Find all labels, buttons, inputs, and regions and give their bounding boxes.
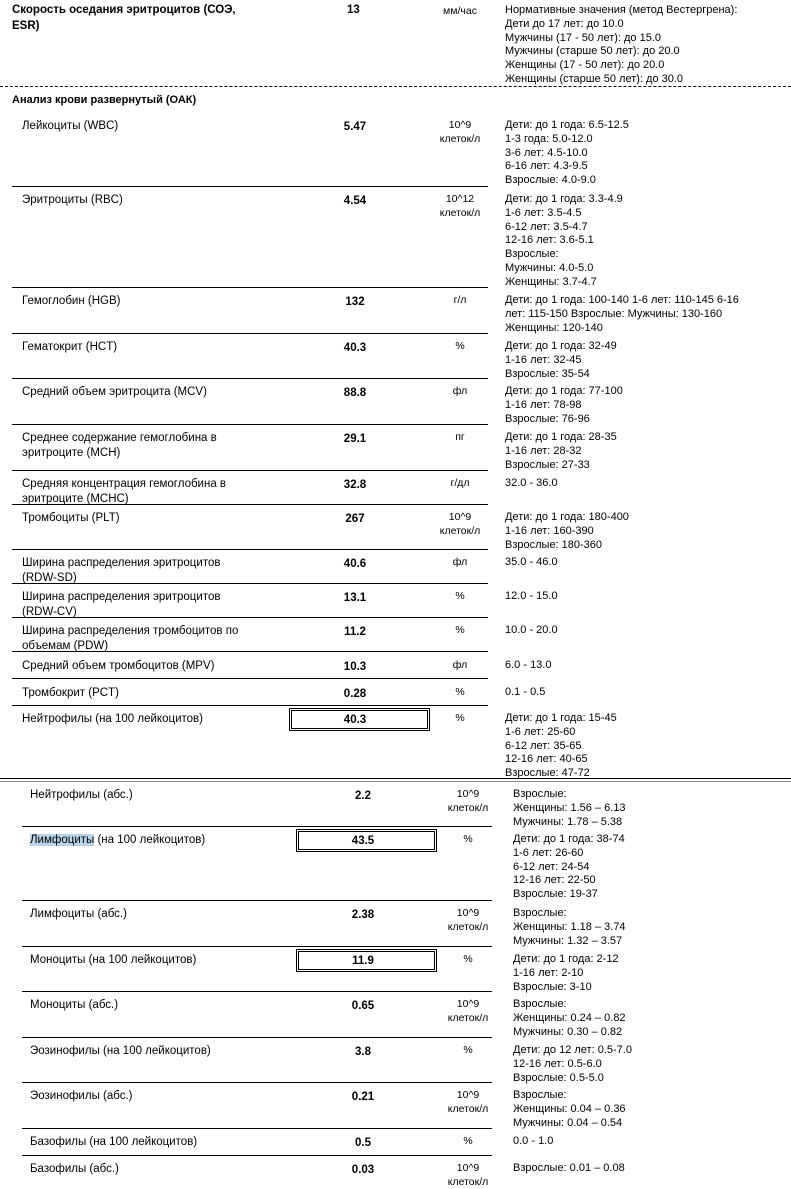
norm-line: Мужчины (17 - 50 лет): до 15.0 — [505, 31, 662, 44]
row-divider — [12, 333, 488, 334]
reference-range: Взрослые: — [513, 998, 567, 1010]
reference-range: Дети: до 1 года: 28-35 — [505, 431, 617, 443]
reference-range: Взрослые: — [513, 907, 567, 919]
row-divider — [22, 1155, 492, 1156]
esr-value: 13 — [347, 4, 360, 16]
reference-range: 0.1 - 0.5 — [505, 686, 546, 698]
test-unit: клеток/л — [439, 207, 481, 219]
reference-range: Взрослые: 19-37 — [513, 888, 598, 901]
page-break-line-2 — [0, 781, 791, 782]
test-value: 43.5 — [351, 835, 375, 847]
reference-range: 1-16 лет: 32-45 — [505, 353, 582, 366]
test-name: Нейтрофилы (абс.) — [30, 789, 133, 801]
reference-range: Мужчины: 1.32 – 3.57 — [513, 934, 623, 947]
test-value: 3.8 — [355, 1046, 371, 1058]
test-value: 29.1 — [343, 433, 367, 445]
test-name: Тромбоциты (PLT) — [22, 512, 120, 524]
test-value: 0.21 — [351, 1091, 375, 1103]
test-name: Ширина распределения эритроцитов — [22, 557, 221, 569]
reference-range: Мужчины: 4.0-5.0 — [505, 262, 594, 274]
test-value: 4.54 — [343, 195, 367, 207]
row-divider — [12, 705, 488, 706]
test-name: Лейкоциты (WBC) — [22, 120, 119, 132]
norm-line: Женщины (17 - 50 лет): до 20.0 — [505, 59, 665, 72]
row-divider — [12, 583, 488, 584]
reference-range: Взрослые: 35-54 — [505, 367, 590, 380]
test-unit: % — [463, 1135, 473, 1147]
reference-range: 1-6 лет: 26-60 — [513, 846, 584, 859]
test-unit: клеток/л — [447, 921, 489, 933]
test-value: 5.47 — [343, 121, 367, 133]
reference-range: Взрослые: 3-10 — [513, 980, 592, 993]
test-value: 267 — [345, 513, 365, 525]
reference-range: 1-6 лет: 3.5-4.5 — [505, 206, 582, 219]
test-unit: 10^9 — [456, 907, 480, 919]
test-unit: клеток/л — [447, 1176, 489, 1188]
reference-range: 1-3 года: 5.0-12.0 — [505, 132, 593, 145]
test-unit: % — [455, 686, 465, 698]
test-unit: % — [455, 624, 465, 636]
test-name: эритроците (MCHC) — [22, 493, 129, 505]
row-divider — [12, 504, 488, 505]
test-unit: % — [463, 833, 473, 845]
reference-range: Женщины: 1.56 – 6.13 — [513, 801, 626, 814]
test-name: Тромбокрит (PCT) — [22, 687, 119, 699]
reference-range: 12-16 лет: 0.5-6.0 — [513, 1057, 602, 1070]
reference-range: 1-16 лет: 28-32 — [505, 444, 582, 457]
test-unit: фл — [452, 385, 468, 397]
reference-range: Взрослые: 0.5-5.0 — [513, 1071, 604, 1084]
test-value: 2.38 — [351, 909, 375, 921]
test-name: (RDW-SD) — [22, 572, 77, 584]
test-unit: пг — [455, 431, 465, 443]
reference-range: 1-6 лет: 25-60 — [505, 725, 576, 738]
row-divider — [12, 378, 488, 379]
test-value: 32.8 — [343, 479, 367, 491]
reference-range: 3-6 лет: 4.5-10.0 — [505, 146, 588, 159]
row-divider — [22, 1082, 492, 1083]
test-unit: 10^9 — [456, 998, 480, 1010]
reference-range: 1-16 лет: 160-390 — [505, 524, 594, 537]
reference-range: Женщины: 0.24 – 0.82 — [513, 1011, 626, 1024]
test-unit: фл — [452, 556, 468, 568]
esr-name: Скорость оседания эритроцитов (СОЭ, — [12, 4, 236, 16]
test-unit: 10^9 — [448, 511, 472, 523]
test-value: 2.2 — [355, 790, 371, 802]
reference-range: Дети: до 1 года: 180-400 — [505, 511, 629, 523]
row-divider — [22, 991, 492, 992]
section-title: Анализ крови развернутый (ОАК) — [12, 94, 197, 106]
reference-range: 6-12 лет: 35-65 — [505, 739, 582, 752]
reference-range: Женщины: 0.04 – 0.36 — [513, 1102, 626, 1115]
test-name: Нейтрофилы (на 100 лейкоцитов) — [22, 713, 203, 725]
test-unit: клеток/л — [447, 802, 489, 814]
norm-line: Нормативные значения (метод Вестергрена): — [505, 4, 738, 16]
norm-line: Женщины (старше 50 лет): до 30.0 — [505, 73, 684, 85]
test-value: 40.3 — [343, 714, 367, 726]
test-name: Средняя концентрация гемоглобина в — [22, 478, 227, 490]
reference-range: Дети: до 1 года: 100-140 1-6 лет: 110-145 6-16 — [505, 294, 739, 306]
reference-range: 6-12 лет: 24-54 — [513, 860, 590, 873]
test-unit: % — [463, 953, 473, 965]
test-name: Моноциты (на 100 лейкоцитов) — [30, 954, 197, 966]
test-unit: 10^9 — [448, 119, 472, 131]
test-name: Эозинофилы (абс.) — [30, 1090, 133, 1102]
test-unit: % — [455, 712, 465, 724]
reference-range: Взрослые: 0.01 – 0.08 — [513, 1162, 625, 1174]
test-value: 132 — [345, 296, 365, 308]
test-name: Средний объем тромбоцитов (MPV) — [22, 660, 215, 672]
test-name: объемам (PDW) — [22, 640, 109, 652]
reference-range: 1-16 лет: 78-98 — [505, 398, 582, 411]
test-name: Гемоглобин (HGB) — [22, 295, 121, 307]
reference-range: Женщины: 3.7-4.7 — [505, 275, 597, 288]
reference-range: Дети: до 1 года: 3.3-4.9 — [505, 193, 623, 205]
test-name: Базофилы (на 100 лейкоцитов) — [30, 1136, 198, 1148]
reference-range: Дети: до 1 года: 32-49 — [505, 340, 617, 352]
test-name: Ширина распределения эритроцитов — [22, 591, 221, 603]
test-unit: г/л — [453, 294, 467, 306]
reference-range: лет: 115-150 Взрослые: Мужчины: 130-160 — [505, 307, 723, 320]
esr-name-cont: ESR) — [12, 20, 40, 32]
reference-range: 12-16 лет: 22-50 — [513, 874, 596, 887]
test-name: Ширина распределения тромбоцитов по — [22, 625, 239, 637]
test-name: (RDW-CV) — [22, 606, 77, 618]
reference-range: 6-12 лет: 3.5-4.7 — [505, 220, 588, 233]
reference-range: Мужчины: 0.04 – 0.54 — [513, 1116, 623, 1129]
test-name: Эозинофилы (на 100 лейкоцитов) — [30, 1045, 211, 1057]
test-name: Базофилы (абс.) — [30, 1163, 119, 1175]
reference-range: Дети: до 1 года: 6.5-12.5 — [505, 119, 629, 131]
test-unit: 10^9 — [456, 1089, 480, 1101]
test-name: Средний объем эритроцита (MCV) — [22, 386, 207, 398]
reference-range: Дети: до 1 года: 15-45 — [505, 712, 617, 724]
reference-range: Взрослые: 27-33 — [505, 458, 590, 471]
test-unit: г/дл — [450, 477, 470, 489]
test-name: Моноциты (абс.) — [30, 999, 119, 1011]
reference-range: Дети: до 12 лет: 0.5-7.0 — [513, 1044, 632, 1056]
reference-range: 1-16 лет: 2-10 — [513, 966, 584, 979]
reference-range: Взрослые: — [505, 248, 559, 261]
reference-range: 35.0 - 46.0 — [505, 556, 558, 568]
page-break-line — [0, 778, 791, 779]
reference-range: Взрослые: 180-360 — [505, 538, 603, 551]
test-value: 0.5 — [355, 1137, 371, 1149]
test-value: 0.65 — [351, 1000, 375, 1012]
reference-range: 12.0 - 15.0 — [505, 590, 558, 602]
reference-range: 6.0 - 13.0 — [505, 659, 552, 671]
test-unit: клеток/л — [439, 133, 481, 145]
row-divider — [12, 651, 488, 652]
test-unit: клеток/л — [447, 1012, 489, 1024]
row-divider — [12, 549, 488, 550]
reference-range: Женщины: 120-140 — [505, 321, 603, 334]
reference-range: Взрослые: 76-96 — [505, 412, 590, 425]
test-value: 10.3 — [343, 661, 367, 673]
test-value: 40.3 — [343, 342, 367, 354]
reference-range: Женщины: 1.18 – 3.74 — [513, 920, 626, 933]
test-unit: % — [455, 590, 465, 602]
test-unit: фл — [452, 659, 468, 671]
row-divider — [22, 1128, 492, 1129]
test-value: 88.8 — [343, 387, 367, 399]
reference-range: Мужчины: 1.78 – 5.38 — [513, 815, 623, 828]
row-divider — [22, 900, 492, 901]
esr-unit: мм/час — [443, 5, 477, 17]
row-divider — [22, 946, 492, 947]
test-unit: клеток/л — [439, 525, 481, 537]
reference-range: Мужчины: 0.30 – 0.82 — [513, 1025, 623, 1038]
test-value: 0.28 — [343, 688, 367, 700]
test-unit: 10^12 — [445, 193, 475, 205]
test-name: Среднее содержание гемоглобина в — [22, 432, 217, 444]
test-name — [30, 833, 205, 847]
reference-range: 12-16 лет: 40-65 — [505, 753, 588, 766]
reference-range: 6-16 лет: 4.3-9.5 — [505, 160, 588, 173]
test-value: 11.9 — [352, 955, 374, 967]
reference-range: 32.0 - 36.0 — [505, 477, 558, 489]
row-divider — [12, 470, 488, 471]
test-name: Гематокрит (HCT) — [22, 341, 118, 353]
reference-range: 12-16 лет: 3.6-5.1 — [505, 234, 594, 247]
test-value: 13.1 — [343, 592, 367, 604]
row-divider — [12, 617, 488, 618]
reference-range: 10.0 - 20.0 — [505, 624, 558, 636]
row-divider — [12, 424, 488, 425]
reference-range: Взрослые: 4.0-9.0 — [505, 174, 596, 187]
row-divider — [12, 287, 488, 288]
test-value: 11.2 — [344, 626, 366, 638]
test-name: эритроците (MCH) — [22, 447, 121, 459]
test-value: 0.03 — [351, 1164, 375, 1176]
test-unit: клеток/л — [447, 1103, 489, 1115]
test-unit: % — [455, 340, 465, 352]
reference-range: Дети: до 1 года: 77-100 — [505, 385, 623, 397]
row-divider — [22, 1037, 492, 1038]
test-name: Лимфоциты (абс.) — [30, 908, 127, 920]
reference-range: Дети: до 1 года: 38-74 — [513, 833, 625, 845]
reference-range: 0.0 - 1.0 — [513, 1135, 554, 1147]
test-unit: 10^9 — [456, 1162, 480, 1174]
row-divider — [22, 826, 492, 827]
reference-range: Взрослые: 47-72 — [505, 767, 590, 780]
row-divider — [12, 186, 488, 187]
test-name-rest: (на 100 лейкоцитов) — [94, 834, 206, 846]
reference-range: Взрослые: — [513, 1089, 567, 1101]
norm-line: Дети до 17 лет: до 10.0 — [505, 17, 624, 30]
test-name: Эритроциты (RBC) — [22, 194, 123, 206]
reference-range: Дети: до 1 года: 2-12 — [513, 953, 619, 965]
esr-divider — [0, 86, 791, 87]
test-unit: 10^9 — [456, 788, 480, 800]
row-divider — [12, 678, 488, 679]
norm-line: Мужчины (старше 50 лет): до 20.0 — [505, 45, 680, 58]
reference-range: Взрослые: — [513, 788, 567, 800]
selected-text[interactable]: Лимфоциты — [30, 834, 95, 846]
test-value: 40.6 — [343, 558, 367, 570]
test-unit: % — [463, 1044, 473, 1056]
